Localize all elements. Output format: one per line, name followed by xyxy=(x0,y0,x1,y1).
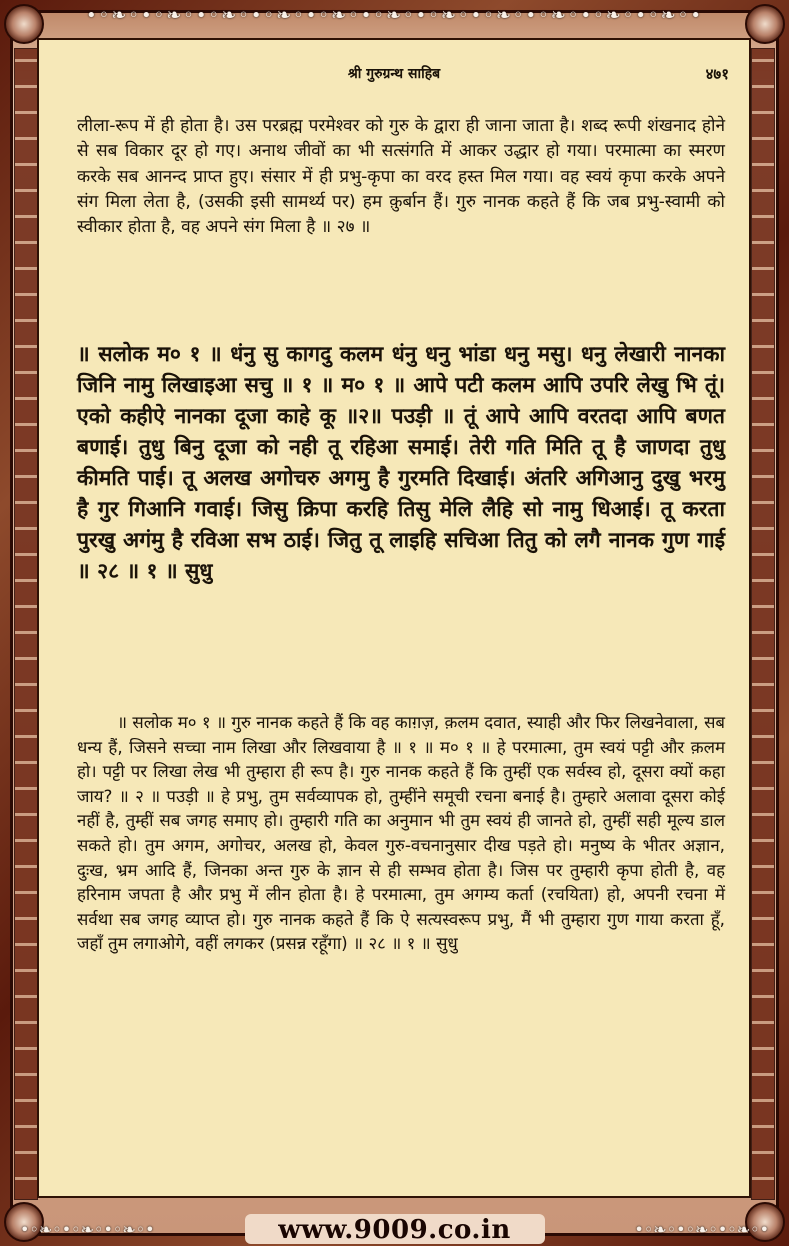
ornament-flourish-icon: •◦❧◦•◦❧◦•◦❧◦• xyxy=(634,1219,769,1239)
scripture-page xyxy=(37,38,751,1198)
corner-rose-icon xyxy=(745,4,785,44)
left-border-pattern xyxy=(14,48,38,1200)
top-ornament xyxy=(0,0,789,30)
meaning-paragraph-1: लीला-रूप में ही होता है। उस परब्रह्म परमेश्वर को गुरु के द्वारा ही जाना जाता है। शब्द रूपी शंखनाद होने से सब विकार दूर हो गए। अनाथ जीवों का भी सत्संगति में आकर उद्धार हो गया। परमात्मा का स्मरण करके सब आनन्द प्राप्त हुए। संसार में ही प्रभु-कृपा का वरद हस्त मिल गया। वह स्वयं कृपा करके अपने संग मिला लेता है, (उसकी इसी सामर्थ्य पर) हम क़ुर्बान हैं। गुरु नानक कहते हैं कि जब प्रभु-स्वामी को स्वीकार होता है, वह अपने संग मिला है ॥ २७ ॥ xyxy=(77,116,725,238)
footer-website-link[interactable]: www.9009.co.in xyxy=(278,1215,511,1245)
meaning-paragraph-2: ॥ सलोक म० १ ॥ गुरु नानक कहते हैं कि वह काग़ज़, क़लम दवात, स्याही और फिर लिखनेवाला, सब धन्य हैं, जिसने सच्चा नाम लिखा और लिखवाया है ॥ १ ॥ म० १ ॥ हे परमात्मा, तुम स्वयं पट्टी और क़लम हो। पट्टी पर लिखा लेख भी तुम्हारा ही रूप है। गुरु नानक कहते हैं कि तुम्हीं एक सर्वस्व हो, दूसरा क्यों कहा जाय? ॥ २ ॥ पउड़ी ॥ हे प्रभु, तुम सर्वव्यापक हो, तुम्हींने समूची रचना बनाई है। तुम्हारे अलावा दूसरा कोई नहीं है, तुम्हीं सब जगह समाए हो। तुम्हारी गति का अनुमान भी तुम स्वयं ही जानते हो, तुम्हीं सही मूल्य डाल सकते हो। तुम अगम, अगोचर, अलख हो, केवल गुरु-वचनानुसार दीख पड़ते हो। मनुष्य के भीतर अज्ञान, दुःख, भ्रम आदि हैं, जिनका अन्त गुरु के ज्ञान से ही सम्भव होता है। जिस पर तुम्हारी कृपा होती है, वह हरिनाम जपता है और प्रभु में लीन होता है। हे परमात्मा, तुम अगम्य कर्ता (रचयिता) हो, अपनी रचना में सर्वथा सब जगह व्याप्त हो। गुरु नानक कहते हैं कि ऐ सत्यस्वरूप प्रभु, मैं भी तुम्हारा गुण गाया करता हूँ, जहाँ तुम लगाओगे, वहीं लगकर (प्रसन्न रहूँगा) ॥ २८ ॥ १ ॥ सुधु xyxy=(77,712,725,954)
right-border-pattern xyxy=(751,48,775,1200)
ornament-flourish-icon: •◦❧◦•◦❧◦•◦❧◦• xyxy=(20,1219,155,1239)
page-title: श्री गुरुग्रन्थ साहिब xyxy=(347,66,441,82)
verse-paragraph: ॥ सलोक म० १ ॥ धंनु सु कागदु कलम धंनु धनु भांडा धनु मसु। धनु लेखारी नानका जिनि नामु लिखाइआ सचु ॥ १ ॥ म० १ ॥ आपे पटी कलम आपि उपरि लेखु भि तूं। एको कहीऐ नानका दूजा काहे कू ॥२॥ पउड़ी ॥ तूं आपे आपि वरतदा आपि बणत बणाई। तुधु बिनु दूजा को नही तू रहिआ समाई। तेरी गति मिति तू है जाणदा तुधु कीमति पाई। तू अलख अगोचरु अगमु है गुरमति दिखाई। अंतरि अगिआनु दुखु भरमु है गुर गिआनि गवाई। जिसु क्रिपा करहि तिसु मेलि लैहि सो नामु धिआई। तू करता पुरखु अगंमु है रविआ सभ ठाई। जितु तू लाइहि सचिआ तितु को लगै नानक गुण गाई ॥ २८ ॥ १ ॥ सुधु xyxy=(77,341,725,583)
page-header xyxy=(39,64,749,90)
ornament-flourish-icon: •◦❧◦•◦❧◦•◦❧◦•◦❧◦•◦❧◦•◦❧◦•◦❧◦•◦❧◦•◦❧◦•◦❧◦•◦❧◦• xyxy=(86,4,703,26)
page-number: ४७१ xyxy=(705,65,729,83)
